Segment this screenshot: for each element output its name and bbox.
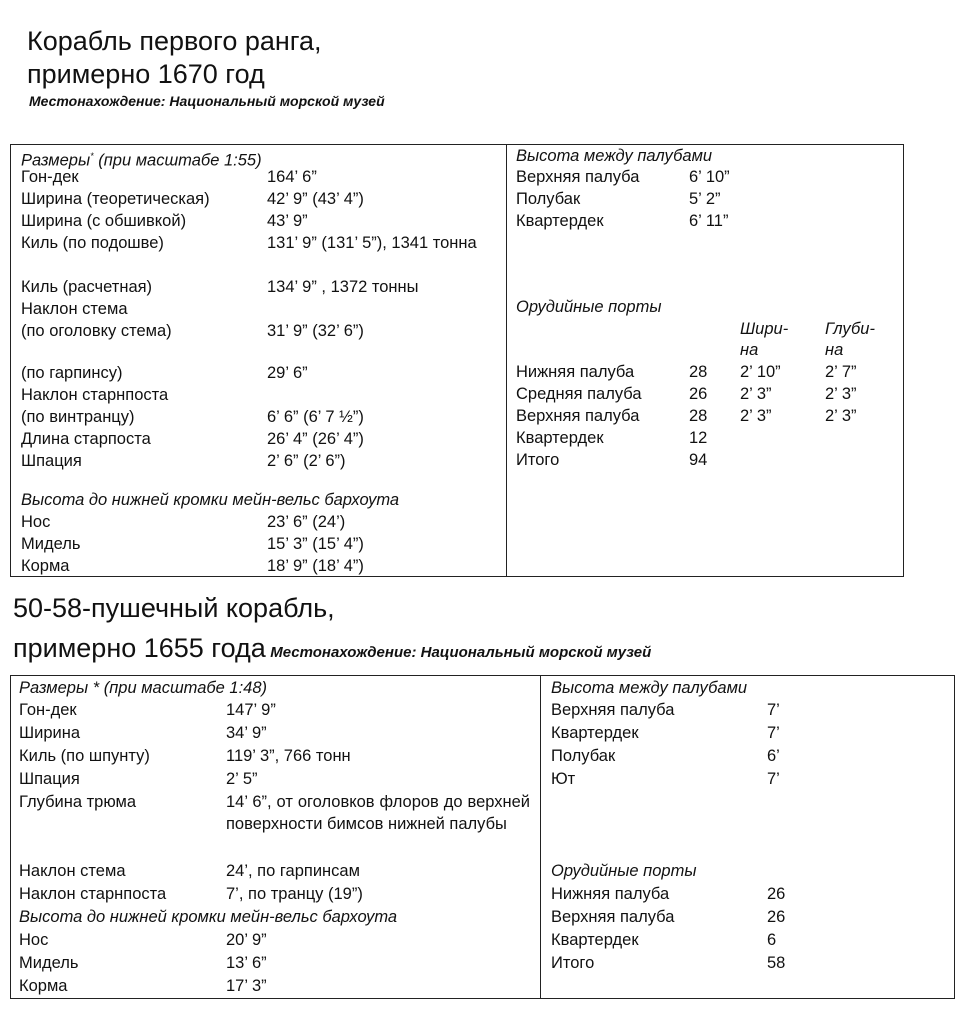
ship1-port-label: Квартердек xyxy=(516,429,604,447)
ship1-dim-label: Шпация xyxy=(21,452,82,470)
ship1-wales-heading: Высота до нижней кромки мейн-вельс бархоута xyxy=(21,491,400,509)
ship1-dim-value: 131’ 9” (131’ 5”), 1341 тонна xyxy=(267,234,477,252)
ship2-title-line2: примерно 1655 года xyxy=(13,633,266,663)
ship2-deck-value: 6’ xyxy=(767,747,780,765)
ship1-ports-col-height: Глуби- xyxy=(825,320,875,338)
ship1-column-divider xyxy=(506,145,507,576)
ship1-dim-label: Ширина (с обшивкой) xyxy=(21,212,187,230)
ship1-dim-label: Длина старпоста xyxy=(21,430,151,448)
ship2-port-label: Итого xyxy=(551,954,595,972)
ship2-deck-value: 7’ xyxy=(767,701,780,719)
ship2-deck-label: Квартердек xyxy=(551,724,639,742)
ship1-dim-value: 29’ 6” xyxy=(267,364,308,382)
ship2-dim-label: Гон-дек xyxy=(19,701,77,719)
ship2-dim-value: 14’ 6”, от оголовков флоров до верхней поверхности бимсов нижней палубы xyxy=(226,793,530,833)
ship2-title-line2-row xyxy=(13,632,651,665)
ship1-ports-col-width: Шири- xyxy=(740,320,789,338)
ship2-dim-value: 34’ 9” xyxy=(226,724,267,742)
ship1-wale-label: Корма xyxy=(21,557,70,575)
ship1-port-width: 2’ 10” xyxy=(740,363,781,381)
ship2-wale-value: 17’ 3” xyxy=(226,977,267,995)
ship1-port-height: 2’ 3” xyxy=(825,385,857,403)
ship1-port-width: 2’ 3” xyxy=(740,385,772,403)
ship1-wale-value: 15’ 3” (15’ 4”) xyxy=(267,535,364,553)
ship2-ports-heading: Орудийные порты xyxy=(551,862,697,880)
ship1-port-width: 2’ 3” xyxy=(740,407,772,425)
ship1-wale-label: Мидель xyxy=(21,535,81,553)
ship2-decks-heading: Высота между палубами xyxy=(551,679,748,697)
ship1-port-label: Верхняя палуба xyxy=(516,407,640,425)
ship1-location: Местонахождение: Национальный морской музей xyxy=(29,93,385,109)
ship1-dim-label: Наклон стема xyxy=(21,300,128,318)
ship2-dim-label: Шпация xyxy=(19,770,80,788)
ship2-port-label: Квартердек xyxy=(551,931,639,949)
ship2-port-label: Верхняя палуба xyxy=(551,908,675,926)
ship1-spec-table xyxy=(10,144,904,577)
ship1-port-count: 26 xyxy=(689,385,708,403)
ship2-title-line1: 50-58-пушечный корабль, xyxy=(13,593,335,623)
ship1-dim-label: Наклон старнпоста xyxy=(21,386,169,404)
ship1-port-count: 28 xyxy=(689,407,708,425)
ship1-dims-heading: Размеры* (при масштабе 1:55) xyxy=(21,151,262,170)
ship1-dim-value: 42’ 9” (43’ 4”) xyxy=(267,190,364,208)
ship2-wale-value: 20’ 9” xyxy=(226,931,267,949)
ship1-ports-col-width-cont: на xyxy=(740,341,759,359)
ship1-dim-value: 164’ 6” xyxy=(267,168,317,186)
ship2-dim-label: Наклон старнпоста xyxy=(19,885,167,903)
ship2-dim-value: 24’, по гарпинсам xyxy=(226,862,360,880)
ship2-deck-label: Ют xyxy=(551,770,576,788)
ship2-port-count: 26 xyxy=(767,908,786,926)
ship1-dim-label: Гон-дек xyxy=(21,168,79,186)
ship2-wale-label: Мидель xyxy=(19,954,79,972)
ship1-title-line1: Корабль первого ранга, xyxy=(27,26,322,56)
ship2-deck-value: 7’ xyxy=(767,770,780,788)
ship1-dim-label: Киль (расчетная) xyxy=(21,278,153,296)
ship2-dim-value: 147’ 9” xyxy=(226,701,276,719)
ship2-wale-label: Нос xyxy=(19,931,49,949)
ship1-wale-label: Нос xyxy=(21,513,51,531)
ship1-dim-value: 134’ 9” , 1372 тонны xyxy=(267,278,419,296)
ship2-dims-heading: Размеры * (при масштабе 1:48) xyxy=(19,679,268,697)
ship1-port-label: Нижняя палуба xyxy=(516,363,635,381)
ship2-port-count: 26 xyxy=(767,885,786,903)
ship1-dim-label: (по гарпинсу) xyxy=(21,364,123,382)
ship2-dim-value: 7’, по транцу (19”) xyxy=(226,885,363,903)
ship1-port-height: 2’ 7” xyxy=(825,363,857,381)
ship2-deck-label: Верхняя палуба xyxy=(551,701,675,719)
ship2-deck-label: Полубак xyxy=(551,747,616,765)
ship1-dim-value: 31’ 9” (32’ 6”) xyxy=(267,322,364,340)
ship2-dim-value: 2’ 5” xyxy=(226,770,258,788)
ship2-deck-value: 7’ xyxy=(767,724,780,742)
ship2-dim-label: Ширина xyxy=(19,724,81,742)
ship1-port-height: 2’ 3” xyxy=(825,407,857,425)
ship1-wale-value: 18’ 9” (18’ 4”) xyxy=(267,557,364,575)
ship2-dim-label: Киль (по шпунту) xyxy=(19,747,150,765)
ship1-dim-label: Ширина (теоретическая) xyxy=(21,190,210,208)
ship2-port-count: 6 xyxy=(767,931,777,949)
ship1-wale-value: 23’ 6” (24’) xyxy=(267,513,346,531)
ship1-title-line2: примерно 1670 год xyxy=(27,59,265,89)
ship1-dim-value: 26’ 4” (26’ 4”) xyxy=(267,430,364,448)
ship2-port-label: Нижняя палуба xyxy=(551,885,670,903)
ship1-deck-value: 6’ 10” xyxy=(689,168,730,186)
ship2-dim-value: 119’ 3”, 766 тонн xyxy=(226,747,351,765)
ship1-port-label: Средняя палуба xyxy=(516,385,642,403)
ship2-wale-value: 13’ 6” xyxy=(226,954,267,972)
ship1-dim-value: 2’ 6” (2’ 6”) xyxy=(267,452,346,470)
ship1-ports-heading: Орудийные порты xyxy=(516,298,662,316)
ship1-deck-label: Верхняя палуба xyxy=(516,168,640,186)
ship1-ports-col-height-cont: на xyxy=(825,341,844,359)
ship1-port-label: Итого xyxy=(516,451,560,469)
ship1-port-count: 94 xyxy=(689,451,708,469)
ship1-dim-value: 6’ 6” (6’ 7 ½”) xyxy=(267,408,364,426)
ship2-spec-table xyxy=(10,675,955,999)
ship1-deck-value: 5’ 2” xyxy=(689,190,721,208)
ship2-dim-label: Наклон стема xyxy=(19,862,126,880)
ship2-wale-label: Корма xyxy=(19,977,68,995)
ship1-deck-label: Квартердек xyxy=(516,212,604,230)
ship1-deck-value: 6’ 11” xyxy=(689,212,729,230)
ship1-decks-heading: Высота между палубами xyxy=(516,147,713,165)
ship1-dim-label: (по винтранцу) xyxy=(21,408,135,426)
ship1-port-count: 28 xyxy=(689,363,708,381)
ship1-dim-label: Киль (по подошве) xyxy=(21,234,164,252)
ship1-deck-label: Полубак xyxy=(516,190,581,208)
ship2-location: Местонахождение: Национальный морской музей xyxy=(270,644,652,661)
ship1-port-count: 12 xyxy=(689,429,708,447)
ship1-dim-value: 43’ 9” xyxy=(267,212,308,230)
ship2-column-divider xyxy=(540,676,541,998)
ship1-dim-label: (по оголовку стема) xyxy=(21,322,172,340)
ship2-port-count: 58 xyxy=(767,954,786,972)
ship2-wales-heading: Высота до нижней кромки мейн-вельс бархоута xyxy=(19,908,398,926)
ship2-dim-label: Глубина трюма xyxy=(19,793,137,811)
